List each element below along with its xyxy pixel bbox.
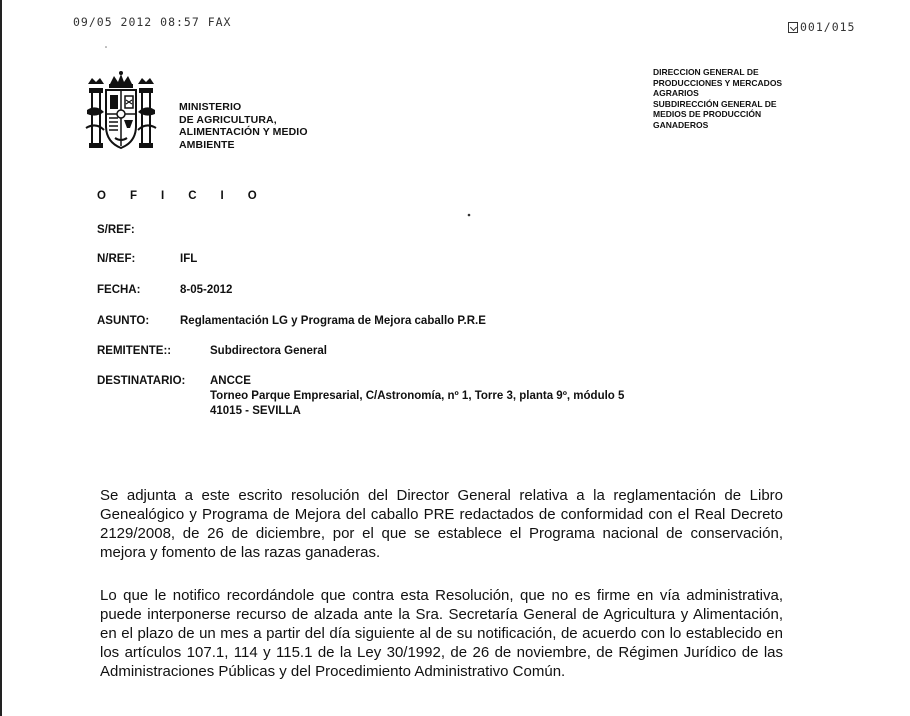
directorate-line: PRODUCCIONES Y MERCADOS <box>653 77 783 88</box>
subdirectorate-line: GANADEROS <box>653 119 709 130</box>
oficio-letter: O <box>247 190 257 202</box>
page-edge <box>0 0 2 716</box>
paragraph-text: Lo que le notifico recordándole que contra esta Resolución, que no es firme en vía administrativa, puede interponerse recurso de alzada ante la Sra. Secretaría General de Agricultura y Alimentación, en el plazo de un mes a partir del día siguiente al de su notificación, de acuerdo con lo establecido en los artículos 107.1, 114 y 115.1 de la Ley 30/1992, de 26 de noviembre, de Régimen Jurídico de las Administraciones Públicas y del Procedimiento Administrativo Común. <box>100 587 783 680</box>
ministry-name <box>179 101 308 151</box>
oficio-letter: I <box>220 190 224 202</box>
body-paragraph-2 <box>100 586 783 681</box>
body-paragraph-1 <box>100 486 783 562</box>
oficio-letter: F <box>129 190 137 202</box>
page-icon <box>788 22 798 33</box>
fecha-value: 8-05-2012 <box>180 284 233 296</box>
remitente-value: Subdirectora General <box>210 345 327 357</box>
oficio-letter: I <box>160 190 165 202</box>
subdirectorate-line: MEDIOS DE PRODUCCIÓN <box>653 109 762 119</box>
directorate-line: AGRARIOS <box>653 88 699 98</box>
ministry-line: ALIMENTACIÓN Y MEDIO <box>179 126 308 138</box>
ministry-line: MINISTERIO <box>179 101 242 113</box>
oficio-letter: O <box>97 190 106 202</box>
subdirectorate-line: SUBDIRECCIÓN GENERAL DE <box>653 98 777 109</box>
destinatario-postal: 41015 - SEVILLA <box>210 405 301 417</box>
nref-value: IFL <box>180 253 198 265</box>
asunto-label: ASUNTO: <box>97 315 150 327</box>
directorate-block <box>653 67 782 130</box>
directorate-line: DIRECCION GENERAL DE <box>653 67 759 77</box>
ministry-line: AMBIENTE <box>179 138 235 151</box>
nref-label: N/REF: <box>97 253 136 265</box>
oficio-heading <box>97 190 257 202</box>
fax-timestamp-header: 09/05 2012 08:57 FAX <box>73 15 232 29</box>
fax-page-counter <box>788 20 855 34</box>
paragraph-text: Se adjunta a este escrito resolución del Director General relativa a la reglamentación de Libro Genealógico y Programa de Mejora del caballo PRE redactados de conformidad con el Real Decreto 2129/2008, de 26 de diciembre, por el que se establece el Programa nacional de conservación, mejora y fomento de las razas ganaderas. <box>100 487 783 561</box>
coat-of-arms-icon <box>82 70 160 158</box>
destinatario-address: Torneo Parque Empresarial, C/Astronomía, nº 1, Torre 3, planta 9º, módulo 5 <box>210 390 625 402</box>
ministry-line: DE AGRICULTURA, <box>179 113 277 126</box>
destinatario-value: ANCCE <box>210 375 251 387</box>
fax-page-count: 001/015 <box>800 20 856 34</box>
oficio-letter: C <box>188 190 197 202</box>
asunto-value: Reglamentación LG y Programa de Mejora caballo P.R.E <box>180 315 486 327</box>
sref-label: S/REF: <box>97 224 135 236</box>
fecha-label: FECHA: <box>97 284 141 296</box>
remitente-label: REMITENTE:: <box>97 345 172 357</box>
destinatario-label: DESTINATARIO: <box>97 375 186 387</box>
